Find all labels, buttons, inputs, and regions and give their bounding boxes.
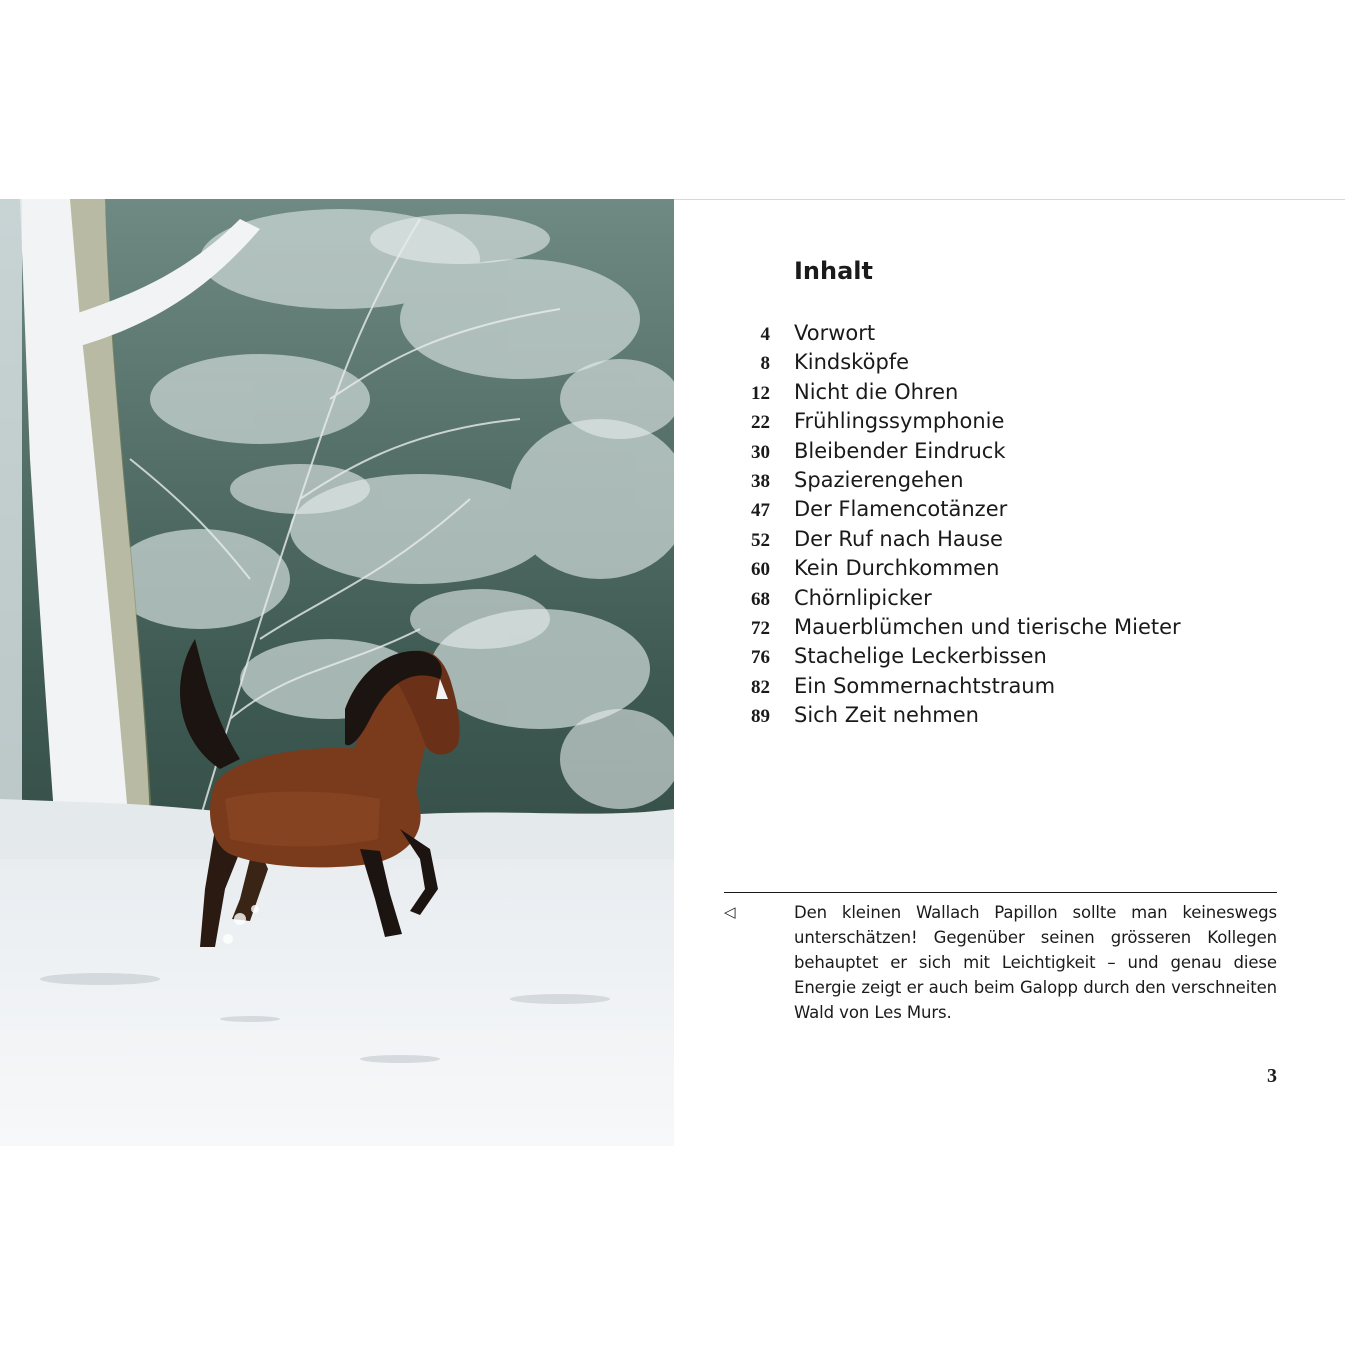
caption-pointer-icon: ◁ xyxy=(724,903,736,921)
book-spread xyxy=(0,199,1345,1146)
toc-title: Sich Zeit nehmen xyxy=(794,703,979,728)
toc-entry[interactable] xyxy=(730,380,1290,409)
toc-entry[interactable] xyxy=(730,586,1290,615)
horse-in-snowy-forest-photo xyxy=(0,199,674,1146)
toc-title: Kein Durchkommen xyxy=(794,556,1000,581)
toc-page-number: 60 xyxy=(751,559,770,581)
toc-entry[interactable] xyxy=(730,439,1290,468)
toc-page-number: 52 xyxy=(751,529,770,551)
toc-title: Spazierengehen xyxy=(794,467,964,492)
toc-page-number: 22 xyxy=(751,412,770,434)
toc-entry[interactable] xyxy=(730,703,1290,732)
toc-title: Bleibender Eindruck xyxy=(794,438,1006,463)
toc-page-number: 12 xyxy=(751,382,770,404)
top-rule xyxy=(674,199,1345,200)
toc-entry[interactable] xyxy=(730,468,1290,497)
photo-caption: Den kleinen Wallach Papillon sollte man keineswegs unterschätzen! Gegenüber seinen grösseren Kollegen behauptet er sich mit Leichtigkeit – und genau diese Energie zeigt er auch beim Galopp durch den verschneiten Wald von Les Murs. xyxy=(794,903,1277,1022)
toc-title: Chörnlipicker xyxy=(794,585,932,610)
toc-entry[interactable] xyxy=(730,556,1290,585)
toc-entry[interactable] xyxy=(730,409,1290,438)
toc-page-number: 82 xyxy=(751,676,770,698)
toc-title: Vorwort xyxy=(794,321,876,345)
toc-title: Stachelige Leckerbissen xyxy=(794,644,1047,669)
toc-entry[interactable] xyxy=(730,350,1290,379)
toc-title: Kindsköpfe xyxy=(794,350,910,375)
toc-title: Frühlingssymphonie xyxy=(794,409,1005,434)
caption-rule xyxy=(724,892,1277,893)
toc-entry[interactable] xyxy=(730,674,1290,703)
toc-entry[interactable] xyxy=(730,644,1290,673)
toc-page-number: 68 xyxy=(751,588,770,610)
toc-page-number: 72 xyxy=(751,617,770,639)
toc-page-number: 76 xyxy=(751,647,770,669)
page-number: 3 xyxy=(1267,1065,1277,1087)
toc-entry[interactable] xyxy=(730,321,1290,350)
toc-page-number: 30 xyxy=(751,441,770,463)
toc-page-number: 8 xyxy=(760,353,770,375)
toc-title: Der Ruf nach Hause xyxy=(794,526,1003,551)
table-of-contents xyxy=(730,321,1290,732)
toc-title: Ein Sommernachtstraum xyxy=(794,673,1056,698)
toc-heading: Inhalt xyxy=(794,257,873,285)
toc-title: Mauerblümchen und tierische Mieter xyxy=(794,614,1181,639)
toc-page-number: 89 xyxy=(751,706,770,728)
toc-title: Nicht die Ohren xyxy=(794,379,959,404)
toc-page-number: 4 xyxy=(760,324,770,345)
toc-page-number: 38 xyxy=(751,470,770,492)
toc-entry[interactable] xyxy=(730,527,1290,556)
toc-page-number: 47 xyxy=(751,500,770,522)
toc-entry[interactable] xyxy=(730,615,1290,644)
toc-title: Der Flamencotänzer xyxy=(794,497,1008,522)
toc-entry[interactable] xyxy=(730,497,1290,526)
